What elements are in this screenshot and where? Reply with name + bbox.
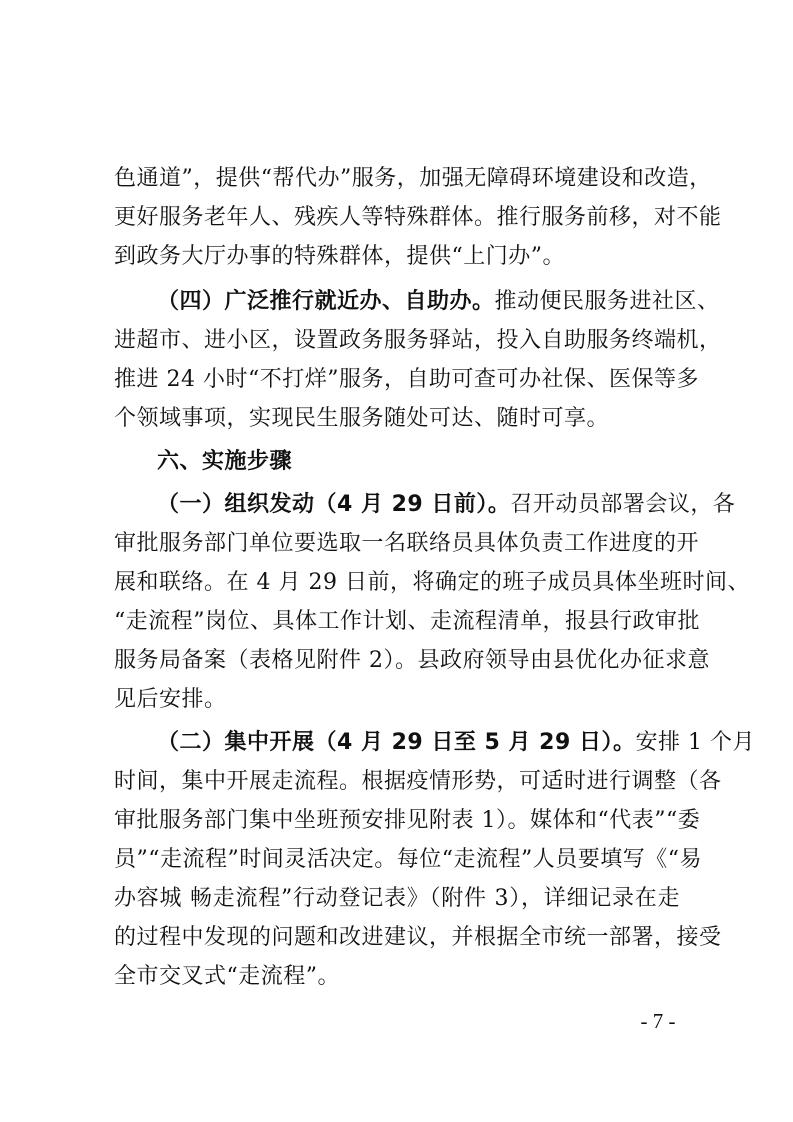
body-line: 全市交叉式“走流程”。 xyxy=(114,964,340,989)
paragraph-4-first-line xyxy=(157,287,720,317)
body-line: 到政务大厅办事的特殊群体，提供“上门办”。 xyxy=(114,244,565,269)
body-line: 服务局备案（表格见附件 2）。县政府领导由县优化办征求意 xyxy=(114,648,710,673)
body-line: 的过程中发现的问题和改进建议，并根据全市统一部署，接受 xyxy=(114,925,722,950)
body-line: “走流程”岗位、具体工作计划、走流程清单，报县行政审批 xyxy=(114,609,700,634)
paragraph-4-heading: （四）广泛推行就近办、自助办。 xyxy=(157,289,495,314)
body-line: 展和联络。在 4 月 29 日前，将确定的班子成员具体坐班时间、 xyxy=(114,570,750,595)
section-6-heading: 六、实施步骤 xyxy=(157,449,293,474)
page-number: - 7 - xyxy=(640,1009,676,1033)
body-line: 员”“走流程”时间灵活决定。每位“走流程”人员要填写《“易 xyxy=(114,847,702,872)
body-line: 色通道”，提供“帮代办”服务，加强无障碍环境建设和改造， xyxy=(114,166,712,191)
paragraph-4-lead: 推动便民服务进社区、 xyxy=(494,289,720,314)
step-2-first-line xyxy=(157,728,755,758)
body-line: 个领域事项，实现民生服务随处可达、随时可享。 xyxy=(114,406,610,431)
step-1-lead: 召开动员部署会议，各 xyxy=(510,492,736,517)
body-line: 时间，集中开展走流程。根据疫情形势，可适时进行调整（各 xyxy=(114,769,722,794)
body-line: 审批服务部门单位要选取一名联络员具体负责工作进度的开 xyxy=(114,531,700,556)
body-line: 见后安排。 xyxy=(114,687,227,712)
step-1-first-line xyxy=(157,490,736,520)
step-2-heading: （二）集中开展（4 月 29 日至 5 月 29 日）。 xyxy=(157,730,636,755)
step-1-heading: （一）组织发动（4 月 29 日前）。 xyxy=(157,492,511,517)
step-2-lead: 安排 1 个月 xyxy=(635,730,755,755)
body-line: 进超市、进小区，设置政务服务驿站，投入自助服务终端机， xyxy=(114,328,722,353)
body-line: 推进 24 小时“不打烊”服务，自助可查可办社保、医保等多 xyxy=(114,367,699,392)
body-line: 办容城 畅走流程”行动登记表》（附件 3），详细记录在走 xyxy=(114,886,680,911)
body-line: 更好服务老年人、残疾人等特殊群体。推行服务前移，对不能 xyxy=(114,205,722,230)
body-line: 审批服务部门集中坐班预安排见附表 1）。媒体和“代表”“委 xyxy=(114,808,701,833)
